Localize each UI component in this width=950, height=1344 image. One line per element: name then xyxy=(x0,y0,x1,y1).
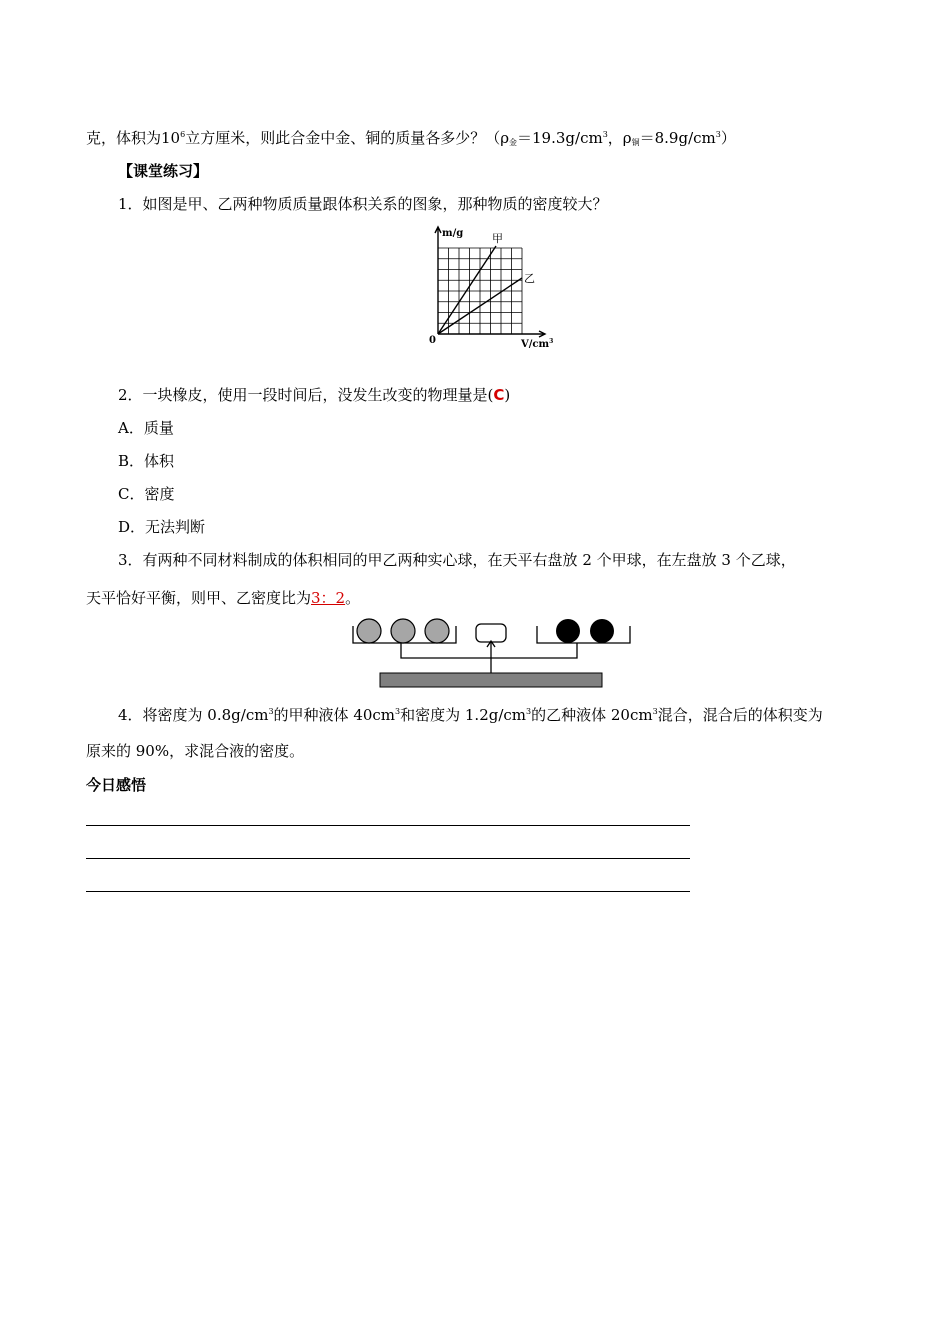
right-arm xyxy=(491,643,577,658)
answer-line xyxy=(86,858,690,859)
jia-ball xyxy=(590,619,614,643)
question-4-line2: 原来的 90%，求混合液的密度。 xyxy=(86,742,305,760)
option-c: C．密度 xyxy=(118,485,175,503)
graph-grid xyxy=(438,248,522,334)
origin-label: 0 xyxy=(429,335,436,346)
y-axis-label: m/g xyxy=(442,228,464,239)
reflection-heading: 今日感悟 xyxy=(86,776,147,794)
option-b: B．体积 xyxy=(118,452,175,470)
line-yi-label: 乙 xyxy=(524,272,535,285)
question-3-answer: 3：2 xyxy=(311,589,346,607)
mass-volume-graph xyxy=(418,224,568,350)
question-3-line2: 天平恰好平衡，则甲、乙密度比为3：2。 xyxy=(86,589,361,607)
balance-diagram xyxy=(350,614,640,690)
question-4-line1: 4．将密度为 $0.8g/cm^3$的甲种液体 $40cm^3$和密度为 $1.2g/cm^3$的乙种液体 $20cm^3$混合，混合后的体积变为 xyxy=(118,706,823,724)
top-line: 克，体积为$10^6$立方厘米，则此合金中金、铜的质量各多少？（$\rho_金=19.3g/cm^3$，$\rho_铜=8.9g/cm^3$） xyxy=(86,129,736,147)
line-jia xyxy=(438,246,496,334)
right-pan xyxy=(537,626,630,643)
yi-ball xyxy=(357,619,381,643)
question-2-answer: C xyxy=(493,386,505,404)
question-2: 2．一块橡皮，使用一段时间后，没发生改变的物理量是(C) xyxy=(118,386,511,404)
x-axis-label: $V/cm^3$ xyxy=(521,338,554,350)
line-jia-label: 甲 xyxy=(492,232,503,245)
balance-base xyxy=(380,673,602,687)
answer-line xyxy=(86,825,690,826)
section-heading: 【课堂练习】 xyxy=(118,162,209,180)
option-d: D．无法判断 xyxy=(118,518,206,536)
pointer-box xyxy=(476,624,506,642)
question-1: 1．如图是甲、乙两种物质质量跟体积关系的图象，那种物质的密度较大？ xyxy=(118,195,608,213)
answer-line xyxy=(86,891,690,892)
yi-ball xyxy=(425,619,449,643)
jia-ball xyxy=(556,619,580,643)
question-3-line1: 3．有两种不同材料制成的体积相同的甲乙两种实心球，在天平右盘放 2 个甲球，在左盘放 3 个乙球， xyxy=(118,551,796,569)
yi-ball xyxy=(391,619,415,643)
left-arm xyxy=(401,643,491,658)
option-a: A．质量 xyxy=(118,419,174,437)
